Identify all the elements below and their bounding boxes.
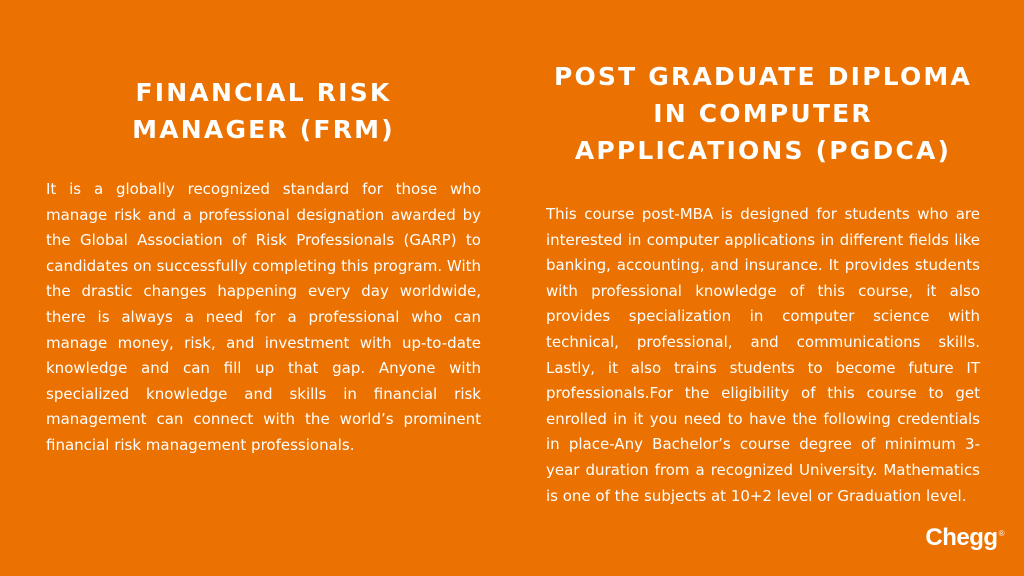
frm-section (46, 74, 481, 459)
pgdca-description: This course post-MBA is designed for students who are interested in computer applications in different fields like banking, accounting, and insurance. It provides students with professional knowledge of this course, it also provides specialization in computer science with technical, professional, and communications skills. Lastly, it also trains students to become future IT professionals.For the eligibility of this course to get enrolled in it you need to have the following credentials in place-Any Bachelor’s course degree of minimum 3-year duration from a recognized University. Mathematics is one of the subjects at 10+2 level or Graduation level. (546, 205, 980, 505)
chegg-logo-text: Chegg (925, 524, 998, 551)
chegg-logo (925, 524, 1004, 552)
frm-description: It is a globally recognized standard for those who manage risk and a professional designation awarded by the Global Association of Risk Professionals (GARP) to candidates on successfully completing this program. With the drastic changes happening every day worldwide, there is always a need for a professional who can manage money, risk, and investment with up-to-date knowledge and can fill up that gap. Anyone with specialized knowledge and skills in financial risk management can connect with the world’s prominent financial risk management professionals. (46, 180, 481, 454)
pgdca-section (546, 58, 980, 509)
registered-mark: ® (998, 529, 1004, 538)
frm-heading: FINANCIAL RISK MANAGER (FRM) (132, 78, 395, 144)
pgdca-heading: POST GRADUATE DIPLOMA IN COMPUTER APPLICATIONS (PGDCA) (553, 62, 973, 165)
